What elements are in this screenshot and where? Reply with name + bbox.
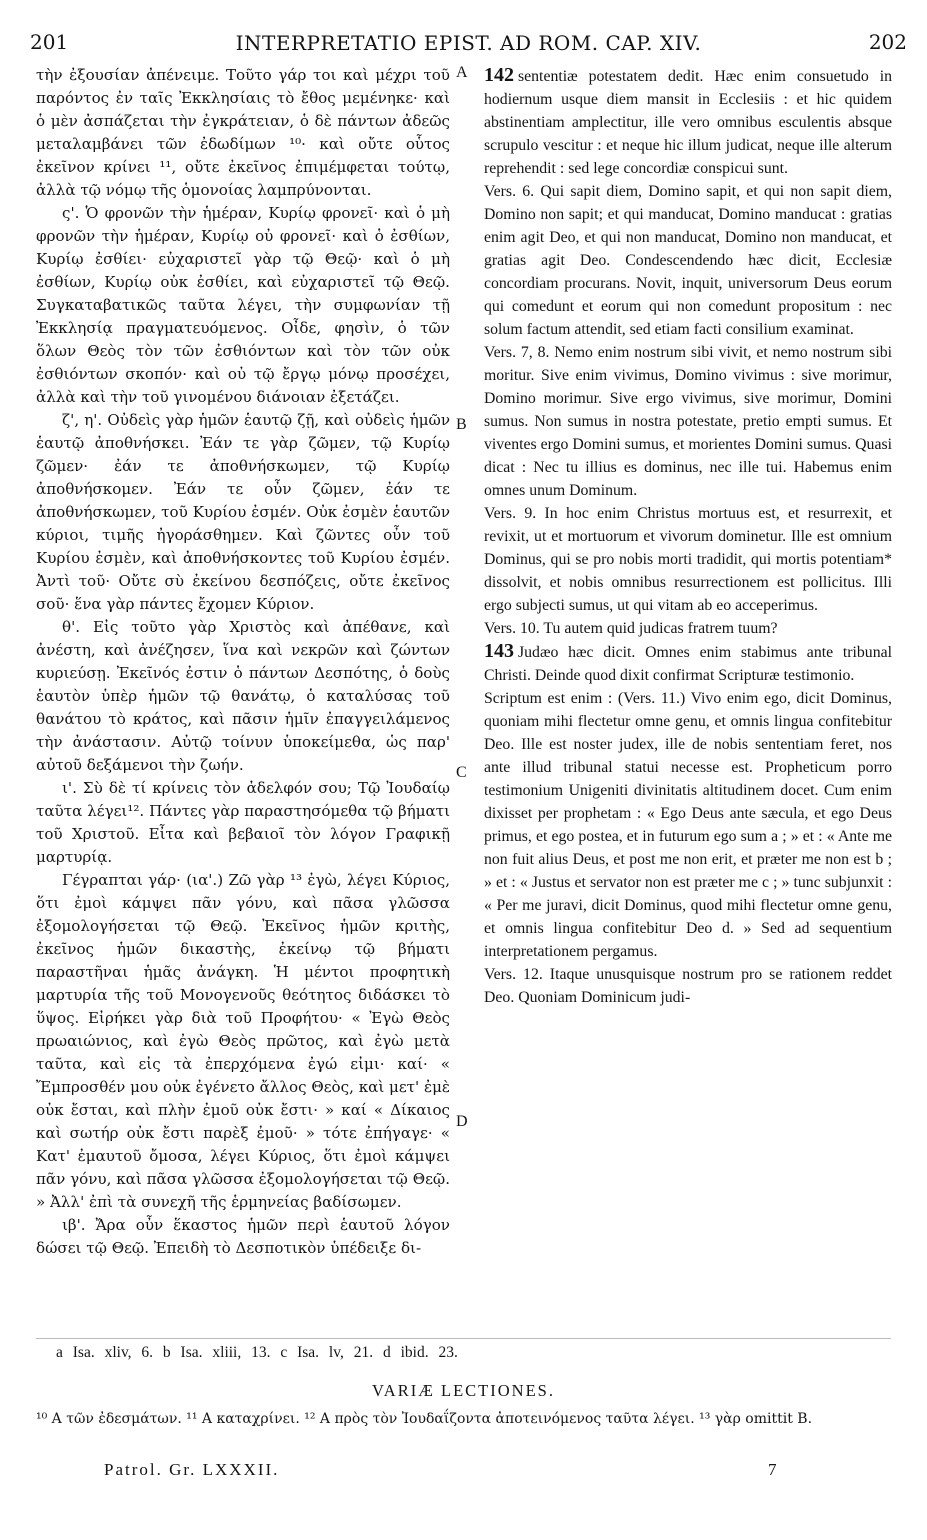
greek-paragraph: ς'. Ὁ φρονῶν τὴν ἡμέραν, Κυρίῳ φρονεῖ· καὶ ὁ μὴ φρονῶν τὴν ἡμέραν, Κυρίῳ οὐ φρονεῖ· καὶ ὁ ἐσθίων, Κυρίῳ ἐσθίει· εὐχαριστεῖ γὰρ τῷ Θεῷ· καὶ ὁ μὴ ἐσθίων, Κυρίῳ οὐκ ἐσθίει, καὶ εὐχαριστεῖ τῷ Θεῷ. Συγκαταβατικῶς ταῦτα λέγει, τὴν συμφωνίαν τῇ Ἐκκλησίᾳ πραγματευόμενος. Οἶδε, φησὶν, ὁ τῶν ὅλων Θεὸς τὸν τῶν ἐσθιόντων καὶ τὸν τῶν οὐκ ἐσθιόντων σκοπόν· καὶ οὐ τῷ ἔργῳ μόνῳ προσέχει, ἀλλὰ καὶ τὴν τοῦ γινομένου διάνοιαν ἐξετάζει.: [36, 204, 450, 406]
greek-paragraph: τὴν ἐξουσίαν ἀπένειμε. Τοῦτο γάρ τοι καὶ μέχρι τοῦ παρόντος ἐν ταῖς Ἐκκλησίαις τὸ ἔθος μεμένηκε· καὶ ὁ μὲν ἀσπάζεται τὴν ἐγκράτειαν, ὁ δὲ πάντων ἀδεῶς μεταλαμβάνει τῶν ἐδωδίμων ¹⁰· καὶ οὔτε οὗτος ἐκεῖνον κρίνει ¹¹, οὔτε ἐκεῖνος ἐπιμέμφεται τούτῳ, ἀλλὰ τῷ νόμῳ τῆς ὁμονοίας λαμπρύνονται.: [36, 66, 450, 199]
signature-line: Patrol. Gr. LXXXII.: [104, 1460, 280, 1479]
latin-paragraph: 143 Judæo hæc dicit. Omnes enim stabimus ante tribunal Christi. Deinde quod dixit confirmat Scripturæ testimonio.: [484, 640, 892, 684]
column-number: 142: [484, 64, 514, 86]
latin-paragraph: Vers. 10. Tu autem quid judicas fratrem tuum?: [484, 620, 778, 637]
latin-paragraph: Scriptum est enim : (Vers. 11.) Vivo enim ego, dicit Dominus, quoniam mihi flectetur omne genu, et omnis lingua confitebitur Deo. Ille est noster judex, ille de nobis sententiam feret, nos ante illud tribunal statui necesse est. Propheticum porro testimonium Unigeniti divinitatis altitudinem docet. Cum enim dixisset per prophetam : « Ego Deus ante sæcula, et ego Deus primus, et ego postea, et in futurum ego sum a ; » et : « Ante me non fuit alius Deus, et post me non erit, et præter me non est b ; » et : « Justus et servator non est præter me c ; » tunc subjunxit : « Per me juravi, dicit Dominus, quod mihi flectetur omne genu, et omnis lingua confitebitur Deo d. » Sed ad sequentium interpretationem pergamus.: [484, 690, 892, 960]
greek-paragraph: ιβ'. Ἄρα οὖν ἕκαστος ἡμῶν περὶ ἑαυτοῦ λόγον δώσει τῷ Θεῷ. Ἐπειδὴ τὸ Δεσποτικὸν ὑπέδειξε δι-: [36, 1216, 450, 1257]
variae-lectiones-text: ¹⁰ A τῶν ἐδεσμάτων. ¹¹ A καταχρίνει. ¹² A πρὸς τὸν Ἰουδαΐζοντα ἀποτεινόμενος ταῦτα λέγει. ¹³ γὰρ omittit B.: [36, 1411, 813, 1427]
column-number: 143: [484, 640, 514, 662]
latin-paragraph: Vers. 9. In hoc enim Christus mortuus est, et resurrexit, et revixit, ut et mortuorum et vivorum dominetur. Ille est omnium Dominus, qui se pro nobis morti tradidit, qui mortis potentiam* dissolvit, et nobis omnibus resurrectionem est pollicitus. Illi ergo subjecti sumus, ut qui vitam ab eo acceperimus.: [484, 505, 892, 614]
latin-column: [484, 64, 892, 1009]
page-number-left: 201: [30, 30, 69, 54]
greek-paragraph: θ'. Εἰς τοῦτο γὰρ Χριστὸς καὶ ἀπέθανε, καὶ ἀνέστη, καὶ ἀνέζησεν, ἵνα καὶ νεκρῶν καὶ ζώντων κυριεύσῃ. Ἐκεῖνός ἐστιν ὁ πάντων Δεσπότης, ὁ δοὺς ἑαυτὸν ὑπὲρ ἡμῶν τῷ θανάτῳ, ὁ καταλύσας τοῦ θανάτου τὸ κράτος, καὶ πᾶσιν ἡμῖν ἐπαγγειλάμενος τὴν ἀνάστασιν. Αὐτῷ τοίνυν ὑποκείμεθα, ὡς παρ' αὐτοῦ δεξάμενοι τὴν ζωήν.: [36, 618, 450, 774]
latin-paragraph: 142 sententiæ potestatem dedit. Hæc enim consuetudo in hodiernum usque diem mansit in Ecclesiis : et hic quidem abstinentiam amplectitur, ille vero omnibus esculentis absque scrupulo vescitur : et neque hic illum judicat, neque ille alterum reprehendit : sed lege concordiæ conspicui sunt.: [484, 64, 892, 177]
latin-paragraph: Vers. 12. Itaque unusquisque nostrum pro se rationem reddet Deo. Quoniam Dominicum judi-: [484, 966, 892, 1006]
margin-letter-d: D: [456, 1113, 468, 1130]
latin-paragraph: Vers. 7, 8. Nemo enim nostrum sibi vivit, et nemo nostrum sibi moritur. Sive enim vivimus, Domino vivimus : sive morimur, Domino morimur. Sive ergo vivimus, sive morimur, Domini sumus. Non sumus in nostra potestate, pretio empti sumus. Et viventes ergo Domini sumus, et morientes Domini sumus. Quasi dicat : Nec tu illius es dominus, nec ille tui. Habemus enim omnes unum Dominum.: [484, 344, 892, 499]
signature-number: 7: [768, 1460, 777, 1479]
variae-lectiones-title: VARIÆ LECTIONES.: [372, 1381, 555, 1400]
page-header: [30, 30, 907, 60]
margin-letter-a: A: [456, 64, 468, 81]
greek-paragraph: ι'. Σὺ δὲ τί κρίνεις τὸν ἀδελφόν σου; Τῷ Ἰουδαίῳ ταῦτα λέγει¹². Πάντες γὰρ παραστησόμεθα τῷ βήματι τοῦ Χριστοῦ. Εἶτα καὶ βεβαιοῖ τὸν λόγον Γραφικῇ μαρτυρίᾳ.: [36, 779, 450, 866]
greek-paragraph: Γέγραπται γάρ· (ια'.) Ζῶ γὰρ ¹³ ἐγὼ, λέγει Κύριος, ὅτι ἐμοὶ κάμψει πᾶν γόνυ, καὶ πᾶσα γλῶσσα ἐξομολογήσεται τῷ Θεῷ. Ἐκεῖνος ἡμῶν κριτὴς, ἐκεῖνος ἡμῶν δικαστὴς, ἐκείνῳ τῷ βήματι παραστῆναι ἡμᾶς ἀνάγκη. Ἡ μέντοι προφητικὴ μαρτυρία τῆς τοῦ Μονογενοῦς θεότητος διδάσκει τὸ ὕψος. Εἰρήκει γὰρ διὰ τοῦ Προφήτου· « Ἐγὼ Θεὸς πρωαιώνιος, καὶ ἐγὼ Θεὸς πρῶτος, καὶ ἐγὼ μετὰ ταῦτα, καὶ εἰς τὰ ἐπερχόμενα ἐγώ εἰμι· καί· « Ἔμπροσθέν μου οὐκ ἐγένετο ἄλλος Θεὸς, καὶ μετ' ἐμὲ οὐκ ἔσται, καὶ πλὴν ἐμοῦ οὐκ ἔστι· » καί « Δίκαιος καὶ σωτήρ οὐκ ἔστι παρὲξ ἐμοῦ· » τότε ἐπήγαγε· « Κατ' ἐμαυτοῦ ὄμοσα, λέγει Κύριος, ὅτι ἐμοὶ κάμψει πᾶν γόνυ, καὶ πᾶσα γλῶσσα ἐξομολογήσεται τῷ Θεῷ. » Ἀλλ' ἐπὶ τὰ συνεχῆ τῆς ἑρμηνείας βαδίσωμεν.: [36, 871, 450, 1211]
margin-letter-b: B: [456, 416, 467, 433]
margin-letter-c: C: [456, 764, 467, 781]
latin-paragraph: Vers. 6. Qui sapit diem, Domino sapit, et qui non sapit diem, Domino non sapit; et qui manducat, Domino manducat : gratias enim agit Deo, et qui non manducat, Domino non manducat, et gratias agit Deo. Condescendendo hæc dicit, Ecclesiæ concordiam procurans. Novit, inquit, universorum Deus eorum qui comedunt et eorum qui non comedunt propositum : nec solum factum attendit, sed etiam facti consilium examinat.: [484, 183, 892, 338]
page-number-right: 202: [868, 30, 907, 54]
footnote-divider: [36, 1338, 891, 1339]
running-title: INTERPRETATIO EPIST. AD ROM. CAP. XIV.: [235, 31, 702, 55]
scripture-footnotes: a Isa. xliv, 6. b Isa. xliii, 13. c Isa. lv, 21. d ibid. 23.: [56, 1344, 458, 1361]
greek-paragraph: ζ', η'. Οὐδεὶς γὰρ ἡμῶν ἑαυτῷ ζῇ, καὶ οὐδεὶς ἡμῶν ἑαυτῷ ἀποθνήσκει. Ἐάν τε γὰρ ζῶμεν, τῷ Κυρίῳ ζῶμεν· ἐάν τε ἀποθνήσκωμεν, τῷ Κυρίῳ ἀποθνήσκομεν. Ἐάν τε οὖν ζῶμεν, ἐάν τε ἀποθνήσκωμεν, τοῦ Κυρίου ἐσμέν. Οὐκ ἐσμὲν ἑαυτῶν κύριοι, τιμῆς ἠγοράσθημεν. Καὶ ζῶντες οὖν τοῦ Κυρίου ἐσμὲν, καὶ ἀποθνήσκοντες τοῦ Κυρίου ἐσμέν. Ἀντὶ τοῦ· Οὔτε σὺ ἐκείνου δεσπόζεις, οὔτε ἐκεῖνος σοῦ· ἕνα γὰρ πάντες ἔχομεν Κύριον.: [36, 411, 450, 613]
greek-column: [36, 64, 450, 1260]
